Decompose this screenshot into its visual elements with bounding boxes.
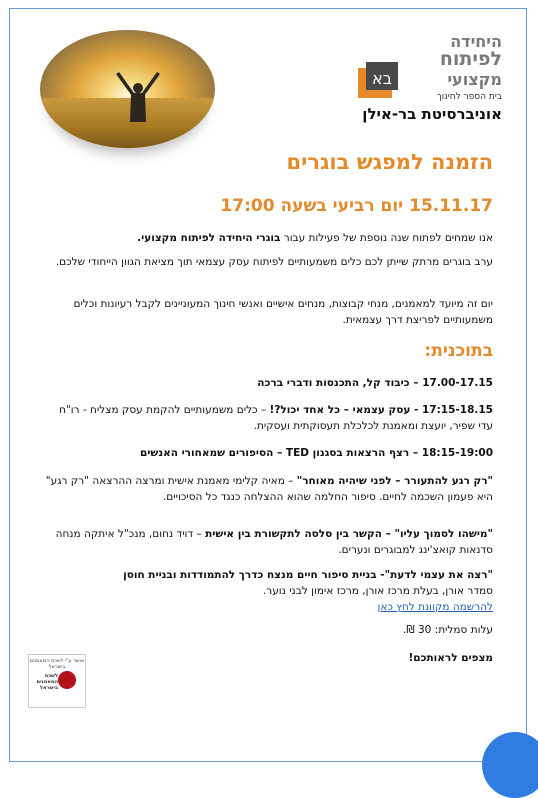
unit-logo bbox=[352, 32, 502, 124]
registration-link[interactable]: להרשמה מקוונת לחץ כאן bbox=[377, 601, 493, 613]
closing-text: מצפים לראותכם! bbox=[408, 652, 493, 664]
badge-flower-icon bbox=[58, 671, 76, 689]
talk-3-desc: סמדר אורן, בעלת מרכז אורן, מרכז אימון לבני נוער. bbox=[262, 585, 493, 597]
program-item-2-title: 17:15-18.15 - עסק עצמאי – כל אחד יכול?! bbox=[269, 404, 493, 416]
intro-p1-text: אנו שמחים לפתוח שנה נוספת של פעילות עבור bbox=[283, 232, 493, 244]
program-item-2 bbox=[43, 402, 493, 434]
talk-1-desc: – מאיה קלימי מאמנת אישית ומרצה ההרצאה "רק רגע" היא פעמון השכמה לחיים. סיפור החלמה שהוא ההצלחה כנגד כל הסיכויים. bbox=[45, 475, 493, 503]
talk-2 bbox=[43, 526, 493, 558]
logo-line2: לפיתוח bbox=[439, 48, 502, 70]
talk-3-title: "רצה את עצמי לדעת"- בניית סיפור חיים מנצח כדרך להתמודדות ובניית חוסן bbox=[123, 569, 493, 581]
intro-p1-bold: בוגרי היחידה לפיתוח מקצועי. bbox=[137, 232, 281, 244]
svg-text:בא: בא bbox=[372, 69, 392, 88]
event-date-line: 15.11.17 יום רביעי בשעה 17:00 bbox=[220, 196, 493, 216]
program-item-3: 18:15-19:00 – רצף הרצאות בסגנון TED – הסיפורים שמאחורי האנשים bbox=[139, 447, 493, 459]
ba-logo-icon bbox=[358, 62, 398, 102]
corner-circle bbox=[482, 732, 538, 798]
program-item-2-desc: – כלים משמעותיים להקמת עסק מצליח - רו"ח עדי שפיר, יועצת ומאמנת לכלכלת תעסוקתית ועסקית. bbox=[59, 404, 493, 432]
badge-name: לשכת המאמנים בישראל bbox=[36, 673, 58, 691]
talk-2-title: "מישהו לסמוך עליו" – הקשר בין סלסה לתקשורת בין אישית bbox=[205, 528, 493, 540]
talk-3 bbox=[43, 567, 493, 615]
program-heading: בתוכנית: bbox=[424, 341, 493, 361]
sunset-field-photo bbox=[40, 30, 215, 148]
logo-line1: היחידה bbox=[450, 32, 502, 51]
logo-school: בית הספר לחינוך bbox=[436, 92, 502, 102]
talk-2-desc: – דויד נחום, מנכ"ל איתקה מנחה סדנאות קואצ'ינג למבוגרים ונערים. bbox=[55, 528, 493, 556]
intro-paragraph-2: ערב בוגרים מרתק שייתן לכם כלים משמעותיים לפיתוח עסק עצמאי תוך מציאת הגוון הייחודי שלכם. bbox=[55, 256, 493, 268]
intro-paragraph-1 bbox=[43, 230, 493, 246]
intro-paragraph-3: יום זה מיועד למאמנים, מנחי קבוצות, מנחים אישיים ואנשי חינוך המעוניינים לקבל רעיונות וכלים משמעותיים לפריצת דרך עצמאית. bbox=[73, 298, 493, 326]
coaches-chamber-badge-icon bbox=[28, 654, 86, 708]
page-title: הזמנה למפגש בוגרים bbox=[286, 150, 493, 174]
logo-line3: מקצועי bbox=[447, 70, 502, 89]
program-item-1: 17.00-17.15 – כיבוד קל, התכנסות ודברי ברכה bbox=[257, 377, 493, 389]
badge-top-text: אושר ע"י לשכת המאמנים בישראל bbox=[29, 658, 85, 670]
talk-1-title: "רק רגע להתעורר – לפני שיהיה מאוחר" bbox=[296, 475, 493, 487]
logo-university: אוניברסיטת בר-אילן bbox=[362, 105, 502, 123]
talk-1 bbox=[43, 473, 493, 505]
fee-text: עלות סמלית: 30 ₪. bbox=[403, 624, 493, 636]
